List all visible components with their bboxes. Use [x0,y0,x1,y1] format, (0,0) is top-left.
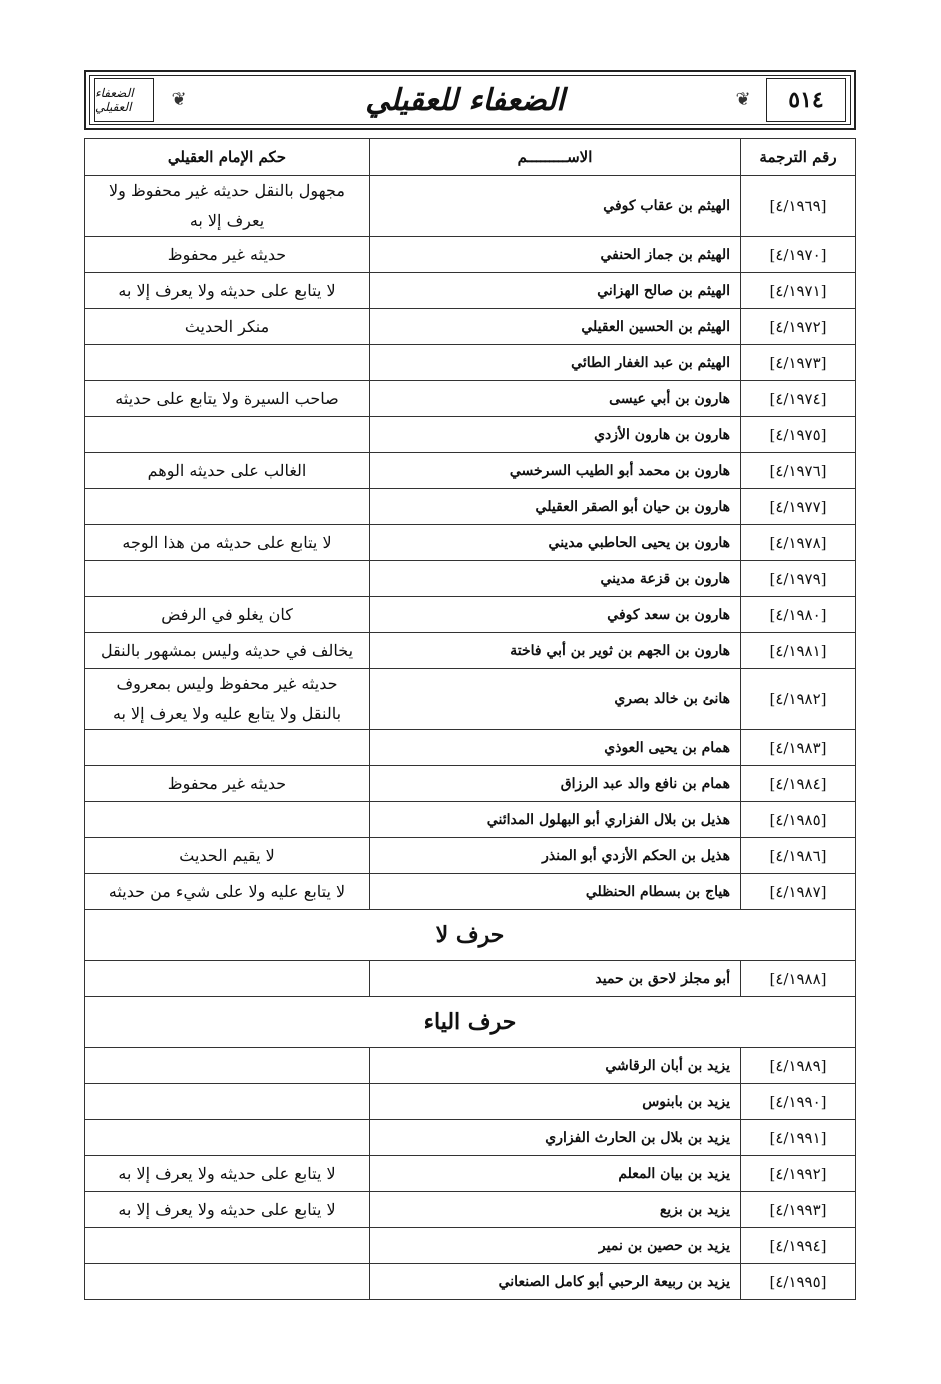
entry-number: [٤/١٩٧٢] [741,309,856,345]
table-row [85,669,856,730]
entry-number: [٤/١٩٨١] [741,633,856,669]
table-row [85,381,856,417]
narrator-name: يزيد بن ربيعة الرحبي أبو كامل الصنعاني [370,1264,741,1300]
table-row [85,633,856,669]
entry-number: [٤/١٩٨٥] [741,802,856,838]
table-body-la [85,961,856,997]
narrator-name: الهيثم بن صالح الهزاني [370,273,741,309]
ornament-icon: ❦ [171,89,187,110]
narrator-name: يزيد بن حصين بن نمير [370,1228,741,1264]
section-heading-ya: حرف الياء [85,997,856,1048]
table-row [85,730,856,766]
table-row [85,766,856,802]
table-row [85,874,856,910]
page [84,70,858,1300]
entry-number: [٤/١٩٨٣] [741,730,856,766]
ruling-text [85,961,370,997]
narrator-name: هارون بن أبي عيسى [370,381,741,417]
ruling-text [85,730,370,766]
book-title: الضعفاء للعقيلي [365,82,565,118]
narrator-name: يزيد بن بزيع [370,1192,741,1228]
ruling-text: حديثه غير محفوظ [85,237,370,273]
section-heading-row [85,997,856,1048]
entry-number: [٤/١٩٧١] [741,273,856,309]
column-header-ruling: حكم الإمام العقيلي [85,139,370,176]
table-row [85,1156,856,1192]
ruling-text [85,417,370,453]
ornament-icon: ❦ [735,89,751,110]
narrator-name: يزيد بن بلال بن الحارث الفزاري [370,1120,741,1156]
section-heading-row [85,910,856,961]
narrator-name: هذيل بن الحكم الأزدي أبو المنذر [370,838,741,874]
ruling-text [85,1084,370,1120]
narrator-name: هانئ بن خالد بصري [370,669,741,730]
ruling-text: لا يتابع على حديثه ولا يعرف إلا به [85,1192,370,1228]
ruling-text [85,1228,370,1264]
narrator-name: هذيل بن بلال الفزاري أبو البهلول المدائني [370,802,741,838]
table-row [85,597,856,633]
entry-number: [٤/١٩٨٤] [741,766,856,802]
table-row [85,237,856,273]
ruling-text: مجهول بالنقل حديثه غير محفوظ ولا يعرف إلا به [85,176,370,237]
column-header-number: رقم الترجمة [741,139,856,176]
entry-number: [٤/١٩٧٦] [741,453,856,489]
entry-number: [٤/١٩٩٢] [741,1156,856,1192]
ruling-text [85,1120,370,1156]
ruling-text [85,561,370,597]
entry-number: [٤/١٩٧٤] [741,381,856,417]
entry-number: [٤/١٩٧٠] [741,237,856,273]
table-row [85,1228,856,1264]
narrator-name: يزيد بن أبان الرقاشي [370,1048,741,1084]
table-row [85,961,856,997]
ruling-text [85,489,370,525]
ruling-text: يخالف في حديثه وليس بمشهور بالنقل [85,633,370,669]
narrators-table [84,138,856,1300]
narrator-name: يزيد بن بيان المعلم [370,1156,741,1192]
table-row [85,1192,856,1228]
ruling-text: لا يتابع على حديثه من هذا الوجه [85,525,370,561]
narrator-name: يزيد بن بابنوس [370,1084,741,1120]
ruling-text [85,345,370,381]
ruling-text: حديثه غير محفوظ [85,766,370,802]
entry-number: [٤/١٩٧٥] [741,417,856,453]
ruling-text [85,802,370,838]
table-body-ha [85,176,856,910]
table-row [85,525,856,561]
ruling-text: منكر الحديث [85,309,370,345]
table-row [85,309,856,345]
table-row [85,1084,856,1120]
narrator-name: هارون بن سعد كوفي [370,597,741,633]
narrator-name: هارون بن محمد أبو الطيب السرخسي [370,453,741,489]
entry-number: [٤/١٩٩٣] [741,1192,856,1228]
ruling-text: حديثه غير محفوظ وليس بمعروف بالنقل ولا يتابع عليه ولا يعرف إلا به [85,669,370,730]
page-header [84,70,856,130]
table-row [85,345,856,381]
entry-number: [٤/١٩٩٠] [741,1084,856,1120]
table-row [85,273,856,309]
entry-number: [٤/١٩٩٤] [741,1228,856,1264]
entry-number: [٤/١٩٧٧] [741,489,856,525]
table-row [85,561,856,597]
narrator-name: الهيثم بن الحسين العقيلي [370,309,741,345]
entry-number: [٤/١٩٩١] [741,1120,856,1156]
table-row [85,453,856,489]
entry-number: [٤/١٩٨٩] [741,1048,856,1084]
narrator-name: هارون بن هارون الأزدي [370,417,741,453]
page-number: ٥١٤ [766,78,846,122]
entry-number: [٤/١٩٧٨] [741,525,856,561]
book-emblem: الضعفاء العقيلي [94,78,154,122]
ruling-text: لا يتابع عليه ولا على شيء من حديثه [85,874,370,910]
entry-number: [٤/١٩٧٩] [741,561,856,597]
ruling-text: لا يتابع على حديثه ولا يعرف إلا به [85,273,370,309]
ruling-text: صاحب السيرة ولا يتابع على حديثه [85,381,370,417]
entry-number: [٤/١٩٩٥] [741,1264,856,1300]
table-row [85,176,856,237]
narrator-name: هارون بن قزعة مديني [370,561,741,597]
table-row [85,838,856,874]
narrator-name: هارون بن يحيى الحاطبي مديني [370,525,741,561]
narrator-name: هارون بن الجهم بن ثوير بن أبي فاختة [370,633,741,669]
table-row [85,1120,856,1156]
narrator-name: الهيثم بن عقاب كوفي [370,176,741,237]
section-heading-la: حرف لا [85,910,856,961]
ruling-text: لا يقيم الحديث [85,838,370,874]
ruling-text: كان يغلو في الرفض [85,597,370,633]
table-header-row [85,139,856,176]
ruling-text [85,1264,370,1300]
entry-number: [٤/١٩٨٨] [741,961,856,997]
column-header-name: الاســـــــــم [370,139,741,176]
table-row [85,489,856,525]
narrator-name: همام بن نافع والد عبد الرزاق [370,766,741,802]
entry-number: [٤/١٩٨٠] [741,597,856,633]
narrator-name: همام بن يحيى العوذي [370,730,741,766]
table-row [85,1264,856,1300]
table-row [85,1048,856,1084]
ruling-text: الغالب على حديثه الوهم [85,453,370,489]
entry-number: [٤/١٩٦٩] [741,176,856,237]
entry-number: [٤/١٩٧٣] [741,345,856,381]
narrator-name: الهيثم بن جماز الحنفي [370,237,741,273]
narrator-name: أبو مجلز لاحق بن حميد [370,961,741,997]
entry-number: [٤/١٩٨٧] [741,874,856,910]
ruling-text: لا يتابع على حديثه ولا يعرف إلا به [85,1156,370,1192]
narrator-name: هارون بن حيان أبو الصقر العقيلي [370,489,741,525]
ruling-text [85,1048,370,1084]
entry-number: [٤/١٩٨٦] [741,838,856,874]
entry-number: [٤/١٩٨٢] [741,669,856,730]
narrator-name: هياج بن بسطام الحنظلي [370,874,741,910]
table-body-ya [85,1048,856,1300]
table-row [85,802,856,838]
table-row [85,417,856,453]
narrator-name: الهيثم بن عبد الغفار الطائي [370,345,741,381]
